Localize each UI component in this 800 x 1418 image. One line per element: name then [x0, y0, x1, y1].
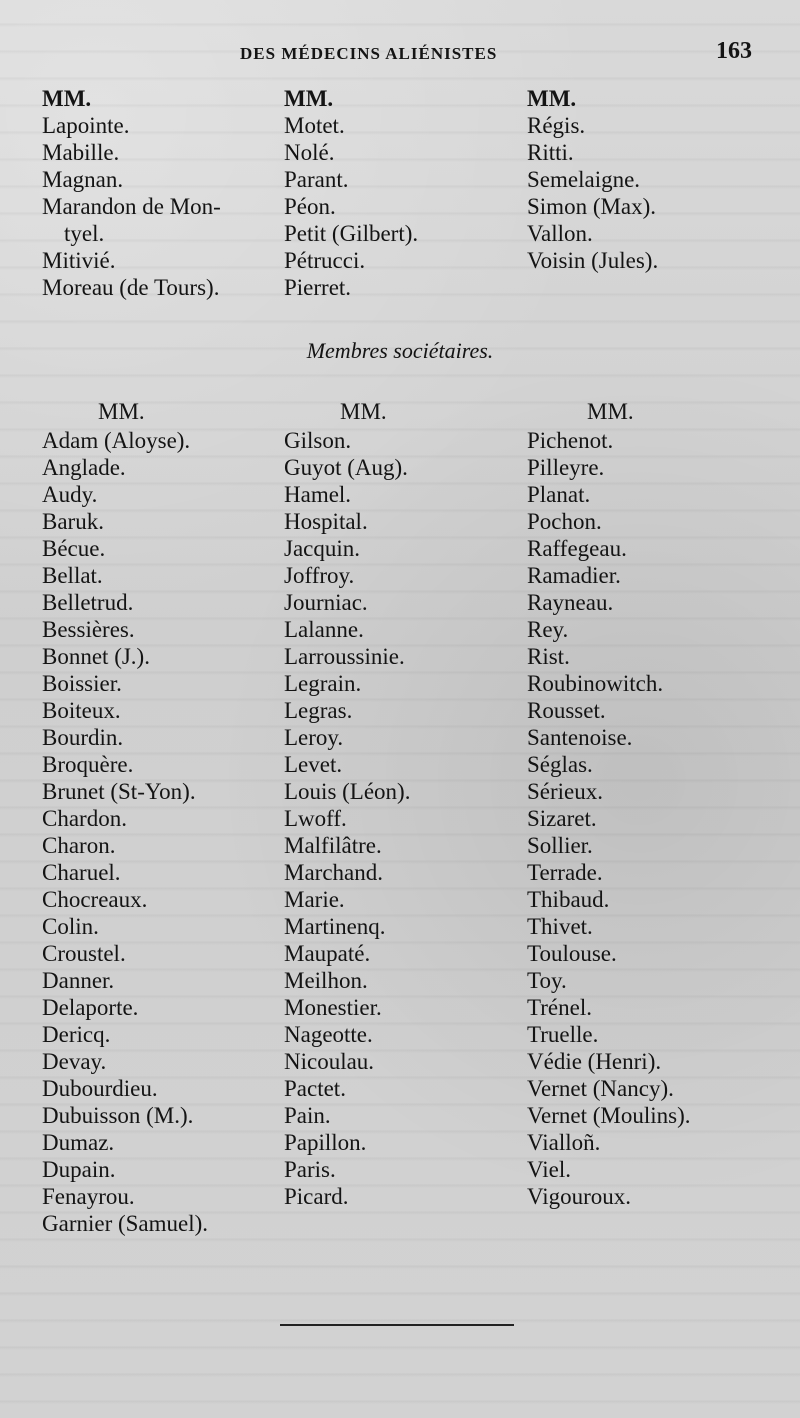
column-header: MM. [587, 399, 634, 424]
name-entry: Paris. [284, 1157, 336, 1182]
name-entry: Dupain. [42, 1157, 116, 1182]
name-entry: Vernet (Moulins). [527, 1103, 691, 1128]
name-entry: Danner. [42, 968, 115, 993]
name-entry: Bonnet (J.). [42, 644, 150, 669]
name-entry: Séglas. [527, 752, 593, 777]
name-entry: Pierret. [284, 275, 352, 300]
name-entry: Vialloñ. [527, 1130, 601, 1155]
name-entry: Monestier. [284, 995, 382, 1020]
name-entry: Bécue. [42, 536, 106, 561]
name-entry: Pichenot. [527, 428, 614, 453]
name-entry: Hospital. [284, 509, 368, 534]
column-header: MM. [42, 86, 92, 111]
name-entry: Roubinowitch. [527, 671, 664, 696]
name-entry: Thibaud. [527, 887, 610, 912]
name-entry: Ritti. [527, 140, 574, 165]
page-title: DES MÉDECINS ALIÉNISTES [240, 44, 498, 63]
name-entry: Vernet (Nancy). [527, 1076, 674, 1101]
name-entry: Dubuisson (M.). [42, 1103, 194, 1128]
name-entry: Petit (Gilbert). [284, 221, 419, 246]
name-entry: Pactet. [284, 1076, 346, 1101]
name-entry: Semelaigne. [527, 167, 641, 192]
section-title: Membres sociétaires. [306, 338, 494, 363]
name-entry: Anglade. [42, 455, 126, 480]
name-entry: Pochon. [527, 509, 602, 534]
name-entry: Audy. [42, 482, 98, 507]
name-entry: Pain. [284, 1103, 331, 1128]
name-entry: Guyot (Aug). [284, 455, 408, 480]
name-entry: Simon (Max). [527, 194, 657, 219]
name-entry: Magnan. [42, 167, 124, 192]
section-end-rule [280, 1324, 514, 1326]
name-entry: Sollier. [527, 833, 593, 858]
page-number: 163 [716, 38, 752, 64]
name-entry: Vallon. [527, 221, 593, 246]
name-entry: Nageotte. [284, 1022, 373, 1047]
name-entry: Louis (Léon). [284, 779, 411, 804]
name-entry: Marie. [284, 887, 345, 912]
name-entry: Marandon de Mon- [42, 194, 221, 219]
name-entry: Pétrucci. [284, 248, 366, 273]
name-entry: Motet. [284, 113, 345, 138]
name-entry: Legrain. [284, 671, 362, 696]
name-entry: Lalanne. [284, 617, 364, 642]
name-entry-continuation: tyel. [64, 221, 105, 246]
name-entry: Broquère. [42, 752, 134, 777]
top-column-3 [527, 85, 658, 274]
name-entry: Raffegeau. [527, 536, 627, 561]
name-entry: Hamel. [284, 482, 352, 507]
name-entry: Levet. [284, 752, 343, 777]
societaires-column-2 [284, 398, 410, 1210]
name-entry: Jacquin. [284, 536, 361, 561]
name-entry: Ramadier. [527, 563, 621, 588]
name-entry: Truelle. [527, 1022, 599, 1047]
name-entry: Toy. [527, 968, 567, 993]
name-entry: Legras. [284, 698, 353, 723]
name-entry: Mitivié. [42, 248, 116, 273]
name-entry: Devay. [42, 1049, 107, 1074]
name-entry: Bourdin. [42, 725, 124, 750]
name-entry: Sérieux. [527, 779, 604, 804]
name-entry: Rayneau. [527, 590, 614, 615]
name-entry: Joffroy. [284, 563, 355, 588]
societaires-column-1 [42, 398, 208, 1237]
column-header: MM. [527, 86, 577, 111]
name-entry: Papillon. [284, 1130, 367, 1155]
name-entry: Chardon. [42, 806, 127, 831]
name-entry: Terrade. [527, 860, 603, 885]
running-head [0, 38, 800, 68]
name-entry: Bellat. [42, 563, 103, 588]
name-entry: Dumaz. [42, 1130, 115, 1155]
top-column-1 [42, 85, 221, 301]
name-entry: Martinenq. [284, 914, 386, 939]
name-entry: Sizaret. [527, 806, 597, 831]
name-entry: Delaporte. [42, 995, 139, 1020]
name-entry: Larroussinie. [284, 644, 405, 669]
name-entry: Baruk. [42, 509, 104, 534]
name-entry: Croustel. [42, 941, 126, 966]
name-entry: Bessières. [42, 617, 135, 642]
name-entry: Pilleyre. [527, 455, 605, 480]
name-entry: Journiac. [284, 590, 368, 615]
name-entry: Colin. [42, 914, 99, 939]
name-entry: Rist. [527, 644, 570, 669]
name-entry: Dubourdieu. [42, 1076, 158, 1101]
societaires-column-3 [527, 398, 691, 1210]
name-entry: Rousset. [527, 698, 606, 723]
name-entry: Péon. [284, 194, 336, 219]
name-entry: Santenoise. [527, 725, 633, 750]
name-entry: Fenayrou. [42, 1184, 135, 1209]
name-entry: Chocreaux. [42, 887, 148, 912]
name-entry: Voisin (Jules). [527, 248, 659, 273]
name-entry: Védie (Henri). [527, 1049, 662, 1074]
top-column-2 [284, 85, 418, 301]
name-entry: Belletrud. [42, 590, 134, 615]
name-entry: Mabille. [42, 140, 120, 165]
name-entry: Vigouroux. [527, 1184, 632, 1209]
name-entry: Viel. [527, 1157, 571, 1182]
name-entry: Marchand. [284, 860, 383, 885]
column-header: MM. [98, 399, 145, 424]
name-entry: Régis. [527, 113, 586, 138]
name-entry: Lwoff. [284, 806, 347, 831]
name-entry: Leroy. [284, 725, 344, 750]
name-entry: Adam (Aloyse). [42, 428, 191, 453]
column-header: MM. [340, 399, 387, 424]
name-entry: Boiteux. [42, 698, 121, 723]
name-entry: Moreau (de Tours). [42, 275, 220, 300]
name-entry: Trénel. [527, 995, 592, 1020]
name-entry: Meilhon. [284, 968, 368, 993]
name-entry: Parant. [284, 167, 349, 192]
name-entry: Nolé. [284, 140, 335, 165]
name-entry: Dericq. [42, 1022, 111, 1047]
name-entry: Lapointe. [42, 113, 130, 138]
name-entry: Garnier (Samuel). [42, 1211, 209, 1236]
name-entry: Thivet. [527, 914, 593, 939]
name-entry: Maupaté. [284, 941, 371, 966]
name-entry: Planat. [527, 482, 591, 507]
name-entry: Gilson. [284, 428, 352, 453]
name-entry: Brunet (St-Yon). [42, 779, 196, 804]
name-entry: Toulouse. [527, 941, 617, 966]
name-entry: Rey. [527, 617, 569, 642]
name-entry: Charon. [42, 833, 116, 858]
column-header: MM. [284, 86, 334, 111]
name-entry: Charuel. [42, 860, 121, 885]
name-entry: Picard. [284, 1184, 349, 1209]
name-entry: Nicoulau. [284, 1049, 375, 1074]
name-entry: Malfilâtre. [284, 833, 382, 858]
name-entry: Boissier. [42, 671, 122, 696]
